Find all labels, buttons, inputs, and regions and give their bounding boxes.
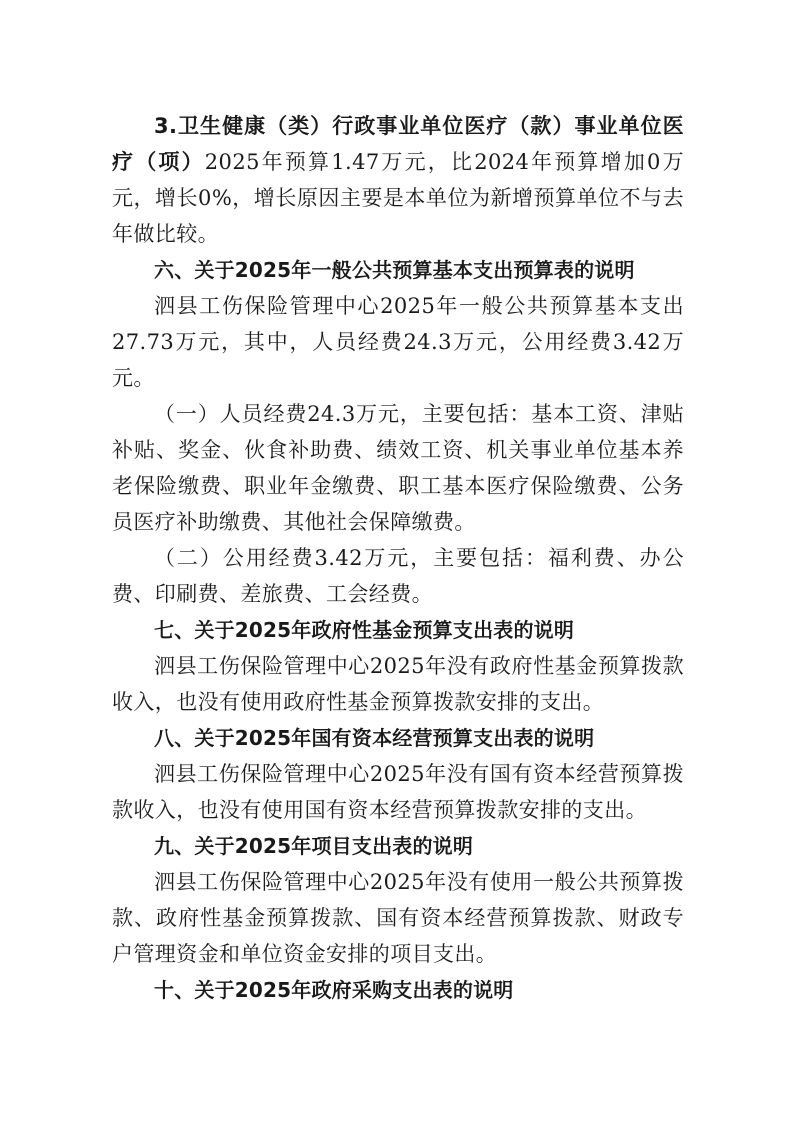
item-3-text: 2025年预算1.47万元，比2024年预算增加0万元，增长0%，增长原因主要是本单位为新增预算单位不与去年做比较。 — [112, 150, 684, 246]
document-body — [112, 108, 684, 1008]
section-8-text: 泗县工伤保险管理中心2025年没有国有资本经营预算拨款收入，也没有使用国有资本经营预算拨款安排的支出。 — [112, 762, 684, 822]
item-3-paragraph — [112, 108, 684, 252]
section-10-heading: 十、关于2025年政府采购支出表的说明 — [154, 978, 514, 1002]
section-9-text: 泗县工伤保险管理中心2025年没有使用一般公共预算拨款、政府性基金预算拨款、国有资本经营预算拨款、财政专户管理资金和单位资金安排的项目支出。 — [112, 870, 684, 966]
item-3-bold-label: 3.卫生健康（类）行政事业单位医疗（款）事业单位医疗（项） — [112, 114, 684, 174]
section-9-heading: 九、关于2025年项目支出表的说明 — [154, 834, 474, 858]
section-7-heading: 七、关于2025年政府性基金预算支出表的说明 — [154, 618, 575, 642]
section-6-personnel-expenses: （一）人员经费24.3万元，主要包括：基本工资、津贴补贴、奖金、伙食补助费、绩效工资、机关事业单位基本养老保险缴费、职业年金缴费、职工基本医疗保险缴费、公务员医疗补助缴费、其他社会保障缴费。 — [112, 402, 684, 534]
section-6-public-expenses: （二）公用经费3.42万元，主要包括：福利费、办公费、印刷费、差旅费、工会经费。 — [112, 546, 684, 606]
section-8-heading: 八、关于2025年国有资本经营预算支出表的说明 — [154, 726, 595, 750]
section-6-heading: 六、关于2025年一般公共预算基本支出预算表的说明 — [154, 258, 635, 282]
section-7-text: 泗县工伤保险管理中心2025年没有政府性基金预算拨款收入，也没有使用政府性基金预算拨款安排的支出。 — [112, 654, 684, 714]
section-6-summary: 泗县工伤保险管理中心2025年一般公共预算基本支出27.73万元，其中，人员经费24.3万元，公用经费3.42万元。 — [112, 294, 684, 390]
